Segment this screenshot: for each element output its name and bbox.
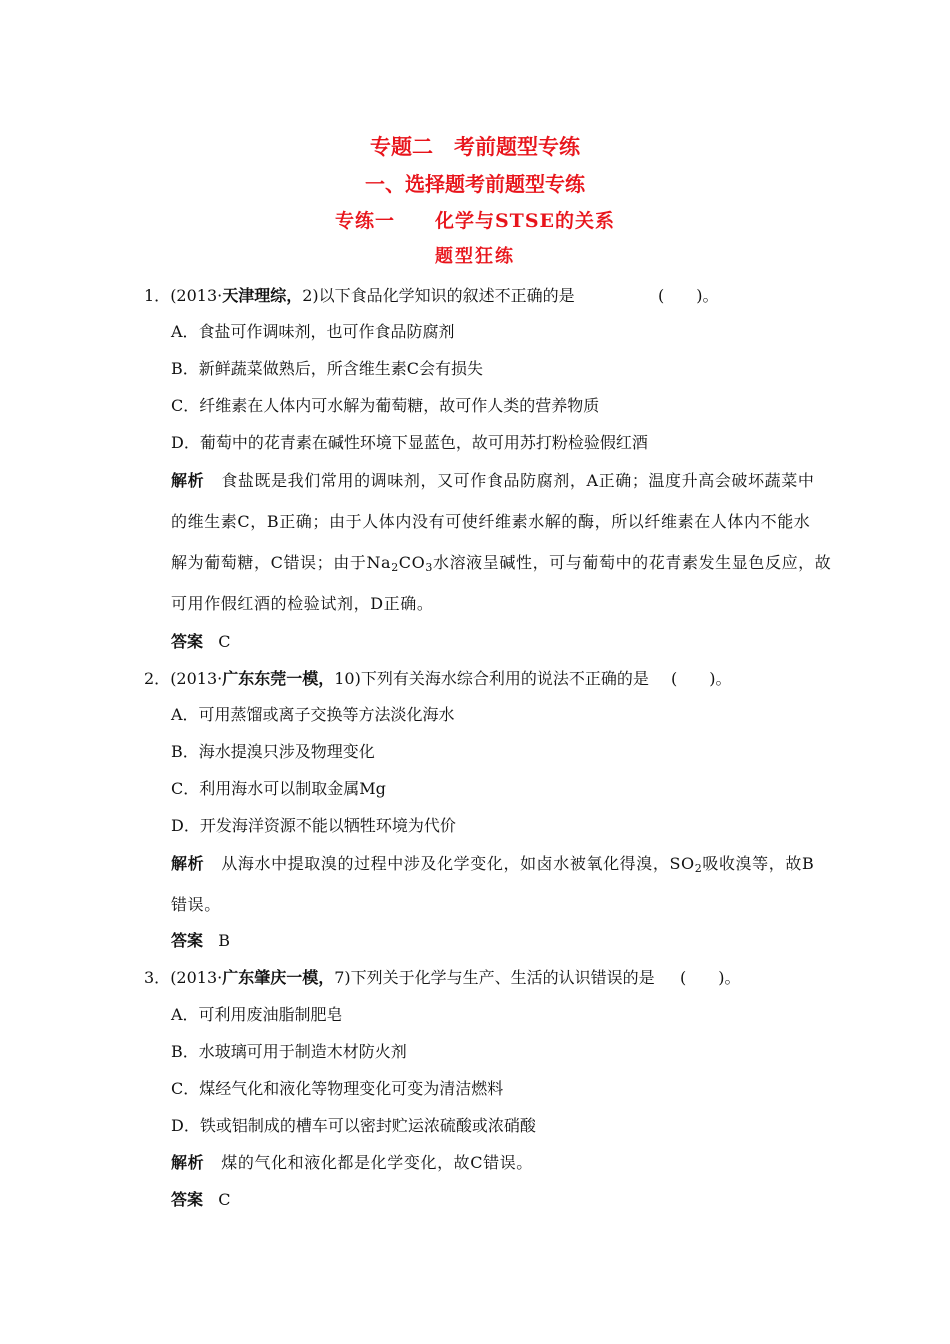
explanation-text: 吸收溴等，故B <box>702 854 815 873</box>
question-1-option-a: A．食盐可作调味剂，也可作食品防腐剂 <box>171 322 455 341</box>
question-3-option-a: A．可利用废油脂制肥皂 <box>171 1005 343 1024</box>
question-text: 下列关于化学与生产、生活的认识错误的是 <box>350 968 655 987</box>
explanation-text: 解为葡萄糖，C错误；由于Na <box>171 553 392 572</box>
question-1-explanation-line-1 <box>171 471 814 491</box>
question-2-option-b: B．海水提溴只涉及物理变化 <box>171 742 375 761</box>
subscript: 2 <box>694 862 703 875</box>
question-2-explanation-line-2: 错误。 <box>171 895 221 914</box>
question-source-open: (2013· <box>170 286 223 305</box>
subsection-heading: 题型狂练 <box>435 246 515 267</box>
question-3-option-b: B．水玻璃可用于制造木材防火剂 <box>171 1042 407 1061</box>
question-3-explanation <box>171 1153 533 1173</box>
question-number: 3． <box>144 968 171 987</box>
question-2-blank: ( )。 <box>671 669 732 688</box>
question-2-option-a: A．可用蒸馏或离子交换等方法淡化海水 <box>171 705 455 724</box>
question-2-explanation-line-1 <box>171 854 814 874</box>
question-3-stem <box>144 968 655 988</box>
question-2-stem <box>144 669 649 689</box>
question-number: 1． <box>144 286 171 305</box>
question-source: 广东肇庆一模， <box>222 968 335 987</box>
question-number: 2． <box>144 669 171 688</box>
question-source: 天津理综， <box>222 286 303 305</box>
question-1-answer <box>171 632 231 652</box>
question-1-stem <box>144 286 575 306</box>
question-1-explanation-line-2: 的维生素C，B正确；由于人体内没有可使纤维素水解的酶，所以纤维素在人体内不能水 <box>171 512 811 531</box>
question-source-close: 10) <box>334 669 361 688</box>
explanation-label: 解析 <box>171 471 205 490</box>
question-2-answer <box>171 931 230 951</box>
question-text: 以下食品化学知识的叙述不正确的是 <box>318 286 575 305</box>
explanation-text: CO <box>398 553 426 572</box>
answer-value: C <box>218 1190 231 1209</box>
question-source-open: (2013· <box>170 968 223 987</box>
question-source-open: (2013· <box>170 669 223 688</box>
question-1-blank: ( )。 <box>658 286 719 305</box>
page-title: 专题二 考前题型专练 <box>370 134 580 159</box>
explanation-label: 解析 <box>171 854 205 873</box>
question-3-option-d: D．铁或铝制成的槽车可以密封贮运浓硫酸或浓硝酸 <box>171 1116 536 1135</box>
subscript: 3 <box>425 561 433 574</box>
question-source-close: 7) <box>334 968 351 987</box>
question-1-option-c: C．纤维素在人体内可水解为葡萄糖，故可作人类的营养物质 <box>171 396 600 415</box>
question-1-explanation-line-4: 可用作假红酒的检验试剂，D正确。 <box>171 594 434 613</box>
explanation-text: 煤的气化和液化都是化学变化，故C错误。 <box>221 1153 533 1172</box>
explanation-text: 从海水中提取溴的过程中涉及化学变化，如卤水被氧化得溴，SO <box>221 854 695 873</box>
question-1-option-b: B．新鲜蔬菜做熟后，所含维生素C会有损失 <box>171 359 484 378</box>
question-source: 广东东莞一模， <box>222 669 335 688</box>
subscript: 2 <box>391 561 399 574</box>
page-subtitle: 一、选择题考前题型专练 <box>365 172 585 196</box>
explanation-label: 解析 <box>171 1153 205 1172</box>
explanation-text: 水溶液呈碱性，可与葡萄中的花青素发生显色反应，故 <box>432 553 832 572</box>
answer-value: B <box>218 931 231 950</box>
question-3-option-c: C．煤经气化和液化等物理变化可变为清洁燃料 <box>171 1079 504 1098</box>
answer-label: 答案 <box>171 931 204 950</box>
answer-label: 答案 <box>171 1190 204 1209</box>
question-1-explanation-line-3 <box>171 553 831 573</box>
answer-value: C <box>218 632 231 651</box>
question-3-blank: ( )。 <box>680 968 741 987</box>
question-2-option-c: C．利用海水可以制取金属Mg <box>171 779 386 798</box>
question-3-answer <box>171 1190 231 1210</box>
question-2-option-d: D．开发海洋资源不能以牺牲环境为代价 <box>171 816 456 835</box>
explanation-text: 食盐既是我们常用的调味剂，又可作食品防腐剂，A正确；温度升高会破坏蔬菜中 <box>221 471 815 490</box>
question-1-option-d: D．葡萄中的花青素在碱性环境下显蓝色，故可用苏打粉检验假红酒 <box>171 433 648 452</box>
section-heading: 专练一 化学与STSE的关系 <box>334 210 616 232</box>
question-source-close: 2) <box>302 286 319 305</box>
answer-label: 答案 <box>171 632 204 651</box>
question-text: 下列有关海水综合利用的说法不正确的是 <box>360 669 649 688</box>
